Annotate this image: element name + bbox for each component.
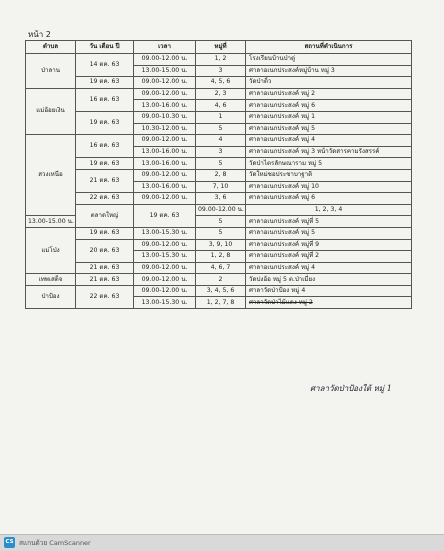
cell-time: 13.00-15.30 น. — [134, 297, 196, 309]
table-row — [26, 111, 412, 123]
cell-place: ศาลาอเนกประสงค์ หมู่ 3 หน้าวัดสารคามรังสรรค์ — [246, 146, 412, 158]
cell-time: 09.00-10.30 น. — [134, 111, 196, 123]
table-row — [26, 77, 412, 89]
cell-moo: 2, 3 — [196, 88, 246, 100]
cell-moo: 4, 6 — [196, 100, 246, 112]
table-row — [26, 158, 412, 170]
cell-moo: 2, 8 — [196, 169, 246, 181]
cell-place: ศาลาอเนกประสงค์ หมู่ 4 — [246, 262, 412, 274]
table-row — [26, 239, 412, 251]
table-row — [26, 285, 412, 297]
cell-tambon: เทพเสด็จ — [26, 274, 76, 286]
cell-time: 13.00-15.00 น. — [26, 216, 76, 228]
cell-moo: 5 — [196, 216, 246, 228]
cell-tambon: แม่อ้อยเงิน — [26, 88, 76, 134]
cell-date: 19 ตค. 63 — [76, 227, 134, 239]
table-row — [26, 169, 412, 181]
cell-time: 13.00-15.00 น. — [134, 65, 196, 77]
cell-time: 09.00-12.00 น. — [134, 274, 196, 286]
cell-place: ศาลาวัดป่าป้อง หมู่ 4 — [246, 285, 412, 297]
cell-place: ศาลาอเนกประสงค์ หมู่ 5 — [246, 227, 412, 239]
header-date: วัน เดือน ปี — [76, 41, 134, 54]
cell-moo: 4, 6, 7 — [196, 262, 246, 274]
cell-time: 09.00-12.00 น. — [134, 88, 196, 100]
cell-moo: 3 — [196, 146, 246, 158]
header-tambon: ตำบล — [26, 41, 76, 54]
camscanner-footer — [0, 534, 444, 551]
cell-moo: 5 — [196, 158, 246, 170]
table-row — [26, 88, 412, 100]
cell-place: ศาลาอเนกประสงค์หมู่บ้าน หมู่ 3 — [246, 65, 412, 77]
cell-moo: 7, 10 — [196, 181, 246, 193]
cell-moo: 3, 9, 10 — [196, 239, 246, 251]
cell-time: 09.00-12.00 น. — [134, 285, 196, 297]
cell-date: 22 ตค. 63 — [76, 193, 134, 205]
cell-moo: 3, 4, 5, 6 — [196, 285, 246, 297]
cell-place: ศาลาอเนกประสงค์ หมู่ 6 — [246, 100, 412, 112]
header-time: เวลา — [134, 41, 196, 54]
cell-time: 13.00-16.00 น. — [134, 146, 196, 158]
cell-place: วัดปงอ้อ หมู่ 5 ต.ป่าเมี่ยง — [246, 274, 412, 286]
camscanner-text: สแกนด้วย CamScanner — [19, 539, 91, 547]
cell-place: วัดป่าไตรลักษณาราม หมู่ 5 — [246, 158, 412, 170]
cell-moo: 4 — [196, 135, 246, 147]
cell-date: 22 ตค. 63 — [76, 285, 134, 308]
cell-time: 09.00-12.00 น. — [134, 135, 196, 147]
cell-place: ศาลาอเนกประสงค์ หมู่ 2 — [246, 88, 412, 100]
cell-moo: 3 — [196, 65, 246, 77]
cell-place: ศาลาวัดป่าไม้แดง หมู่ 2 — [246, 297, 412, 309]
cell-tambon: ป่าลาน — [26, 54, 76, 89]
cell-place: ศาลาอเนกประสงค์ หมู่ 1 — [246, 111, 412, 123]
cell-place: ศาลาอเนกประสงค์ หมู่ 4 — [246, 135, 412, 147]
table-row — [26, 193, 412, 205]
cell-time: 13.00-15.30 น. — [134, 251, 196, 263]
table-row — [26, 135, 412, 147]
cell-place: ศาลาอเนกประสงค์ หมู่ที่ 5 — [246, 216, 412, 228]
cell-place: ศาลาอเนกประสงค์ หมู่ 10 — [246, 181, 412, 193]
table-row — [26, 227, 412, 239]
table-row — [26, 54, 412, 66]
cell-date: 19 ตค. 63 — [76, 111, 134, 134]
cell-place: ศาลาอเนกประสงค์ หมู่ 5 — [246, 123, 412, 135]
cell-place: วัดป่าติ้ว — [246, 77, 412, 89]
table-header-row — [26, 41, 412, 54]
cell-time: 09.00-12.00 น. — [134, 169, 196, 181]
cell-place: โรงเรียนบ้านป่าตู่ — [246, 54, 412, 66]
table-row — [26, 274, 412, 286]
cell-time: 13.00-16.00 น. — [134, 100, 196, 112]
cell-time: 13.00-16.00 น. — [134, 158, 196, 170]
cell-date: 19 ตค. 63 — [134, 204, 196, 227]
cell-date: 21 ตค. 63 — [76, 274, 134, 286]
cell-date: 16 ตค. 63 — [76, 135, 134, 158]
cell-tambon: ป่าป้อง — [26, 285, 76, 308]
cell-time: 09.00-12.00 น. — [134, 239, 196, 251]
cell-time: 13.00-16.00 น. — [134, 181, 196, 193]
cell-moo: 1, 2, 3, 4 — [246, 204, 412, 216]
cell-moo: 1, 2, 8 — [196, 251, 246, 263]
cell-moo: 1, 2 — [196, 54, 246, 66]
handwritten-note: ศาลาวัดป่าป้องใต้ หมู่ 1 — [310, 384, 392, 393]
cell-place: ศาลาอเนกประสงค์ หมู่ที่ 2 — [246, 251, 412, 263]
table-row — [26, 262, 412, 274]
cell-moo: 3, 6 — [196, 193, 246, 205]
table-row — [26, 204, 412, 216]
cell-time: 13.00-15.30 น. — [134, 227, 196, 239]
cell-date: 21 ตค. 63 — [76, 169, 134, 192]
cell-time: 09.00-12.00 น. — [134, 193, 196, 205]
cell-date: 19 ตค. 63 — [76, 158, 134, 170]
cell-tambon: ตลาดใหญ่ — [76, 204, 134, 227]
cell-place: วัดใหม่ชอประชาบาฐาติ — [246, 169, 412, 181]
cell-moo: 1 — [196, 111, 246, 123]
page-label: หน้า 2 — [28, 30, 51, 39]
cell-time: 09.00-12.00 น. — [134, 54, 196, 66]
cell-date: 20 ตค. 63 — [76, 239, 134, 262]
cell-date: 21 ตค. 63 — [76, 262, 134, 274]
cell-date: 16 ตค. 63 — [76, 88, 134, 111]
cell-tambon: แม่โป่ง — [26, 227, 76, 273]
cell-time: 09.00-12.00 น. — [134, 77, 196, 89]
cell-place: ศาลาอเนกประสงค์ หมู่ที่ 9 — [246, 239, 412, 251]
cell-moo: 5 — [196, 123, 246, 135]
header-moo: หมู่ที่ — [196, 41, 246, 54]
cell-date: 19 ตค. 63 — [76, 77, 134, 89]
header-place: สถานที่ดำเนินการ — [246, 41, 412, 54]
cell-time: 10.30-12.00 น. — [134, 123, 196, 135]
cell-place: ศาลาอเนกประสงค์ หมู่ 6 — [246, 193, 412, 205]
cell-tambon: สวงเหนือ — [26, 135, 76, 216]
cell-date: 14 ตค. 63 — [76, 54, 134, 77]
cell-time: 09.00-12.00 น. — [196, 204, 246, 216]
schedule-table — [25, 40, 412, 309]
cell-moo: 2 — [196, 274, 246, 286]
cell-time: 09.00-12.00 น. — [134, 262, 196, 274]
cell-moo: 5 — [196, 227, 246, 239]
cell-moo: 1, 2, 7, 8 — [196, 297, 246, 309]
cell-moo: 4, 5, 6 — [196, 77, 246, 89]
camscanner-logo-icon: CS — [4, 537, 15, 548]
